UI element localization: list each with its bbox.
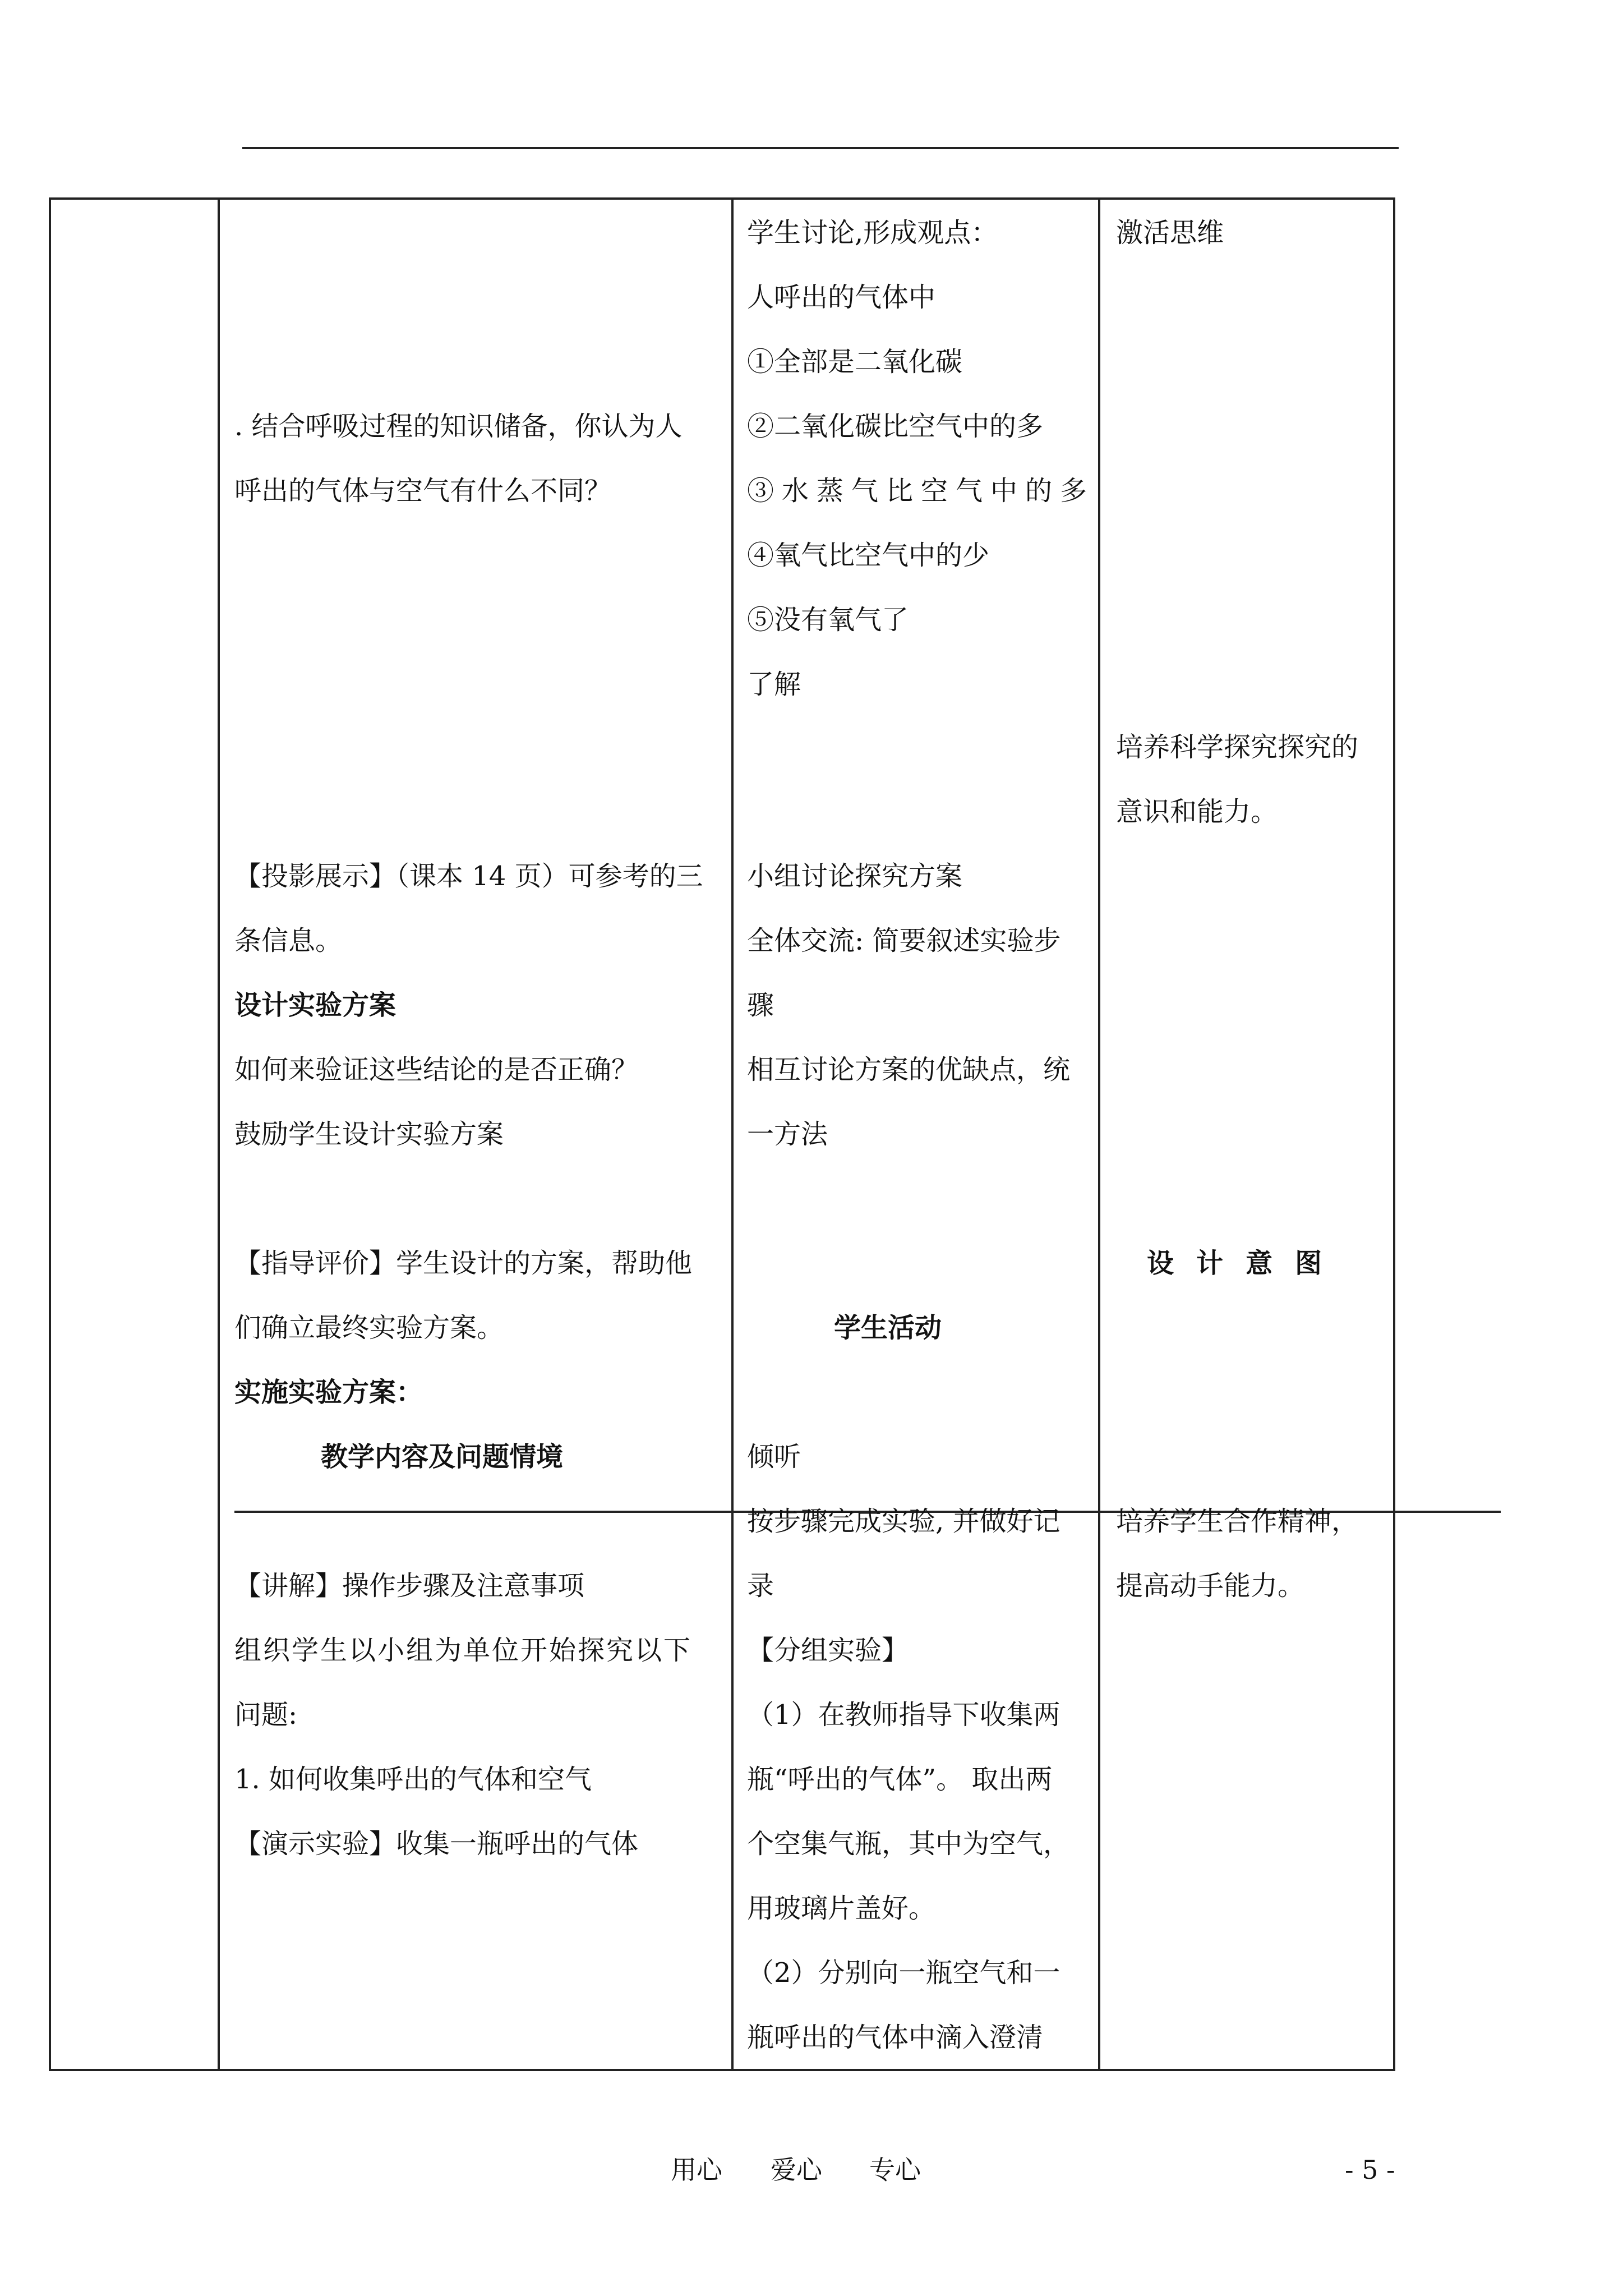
col4-line-2: 培养科学探究探究的 (1116, 731, 1359, 763)
table-left-border (49, 197, 51, 2071)
col3-line-10: 全体交流: 简要叙述实验步 (747, 925, 1061, 956)
col3-line-7: ⑤没有氧气了 (747, 604, 909, 636)
col2-line-15: 1. 如何收集呼出的气体和空气 (234, 1764, 592, 1795)
table-right-border (1393, 197, 1395, 2071)
column-divider-2 (731, 197, 734, 2071)
col2-column-heading: 教学内容及问题情境 (321, 1441, 564, 1473)
footer-motto-2: 爱心 (771, 2155, 822, 2185)
col4-column-heading: 设计意图 (1147, 1248, 1345, 1279)
col2-line-13: 组织学生以小组为单位开始探究以下 (234, 1635, 693, 1666)
col2-line-6: 如何来验证这些结论的是否正确？ (234, 1054, 639, 1085)
col2-line-1: . 结合呼吸过程的知识储备，你认为人 (234, 411, 683, 442)
col3-line-1: 学生讨论,形成观点： (747, 217, 998, 249)
col3-line-13: 一方法 (747, 1119, 828, 1150)
footer-motto-3: 专心 (869, 2155, 921, 2185)
col3-line-3: ①全部是二氧化碳 (747, 346, 963, 378)
col4-line-6: 提高动手能力。 (1116, 1570, 1305, 1602)
col2-line-3: 【投影展示】（课本 14 页）可参考的三 (234, 861, 703, 892)
col2-heading-design: 设计实验方案 (234, 990, 396, 1021)
col3-line-18: 【分组实验】 (747, 1635, 909, 1666)
col3-line-16: 按步骤完成实验, 并做好记 (747, 1506, 1061, 1537)
footer-motto-1: 用心 (671, 2155, 722, 2185)
col4-line-3: 意识和能力。 (1116, 796, 1278, 827)
col3-line-2: 人呼出的气体中 (747, 282, 936, 313)
column-divider-1 (218, 197, 220, 2071)
col3-line-22: 用玻璃片盖好。 (747, 1893, 936, 1924)
col3-line-11: 骤 (747, 990, 774, 1021)
col2-line-14: 问题: (234, 1699, 298, 1731)
col2-heading-implement: 实施实验方案： (234, 1377, 423, 1408)
col4-line-1: 激活思维 (1116, 217, 1224, 249)
table-top-border (49, 197, 1395, 200)
page-number: - 5 - (1345, 2155, 1395, 2185)
col2-line-9: 们确立最终实验方案。 (234, 1312, 504, 1343)
col3-line-6: ④氧气比空气中的少 (747, 540, 990, 571)
col3-line-15: 倾听 (747, 1441, 801, 1473)
col3-line-20: 瓶“呼出的气体”。 取出两 (747, 1764, 1053, 1795)
col2-line-4: 条信息。 (234, 925, 343, 956)
col3-line-4: ②二氧化碳比空气中的多 (747, 411, 1044, 442)
col4-line-5: 培养学生合作精神， (1116, 1506, 1359, 1537)
col3-line-24: 瓶呼出的气体中滴入澄清 (747, 2022, 1044, 2053)
col2-line-16: 【演示实验】收集一瓶呼出的气体 (234, 1828, 639, 1860)
header-rule (242, 147, 1399, 149)
col2-line-2: 呼出的气体与空气有什么不同？ (234, 475, 612, 507)
col3-line-23: （2）分别向一瓶空气和一 (747, 1957, 1061, 1989)
column-divider-3 (1098, 197, 1100, 2071)
col2-line-7: 鼓励学生设计实验方案 (234, 1119, 504, 1150)
col2-line-8: 【指导评价】学生设计的方案，帮助他 (234, 1248, 693, 1279)
col3-column-heading: 学生活动 (834, 1312, 942, 1343)
col3-line-19: （1）在教师指导下收集两 (747, 1699, 1061, 1731)
table-bottom-border (49, 2069, 1395, 2071)
col3-line-12: 相互讨论方案的优缺点，统 (747, 1054, 1071, 1085)
col2-line-12: 【讲解】操作步骤及注意事项 (234, 1570, 585, 1602)
col3-line-9: 小组讨论探究方案 (747, 861, 963, 892)
col3-line-8: 了解 (747, 669, 801, 700)
col3-line-5: ③水蒸气比空气中的多 (747, 475, 1095, 507)
col3-line-17: 录 (747, 1570, 774, 1602)
col3-line-21: 个空集气瓶，其中为空气， (747, 1828, 1071, 1860)
